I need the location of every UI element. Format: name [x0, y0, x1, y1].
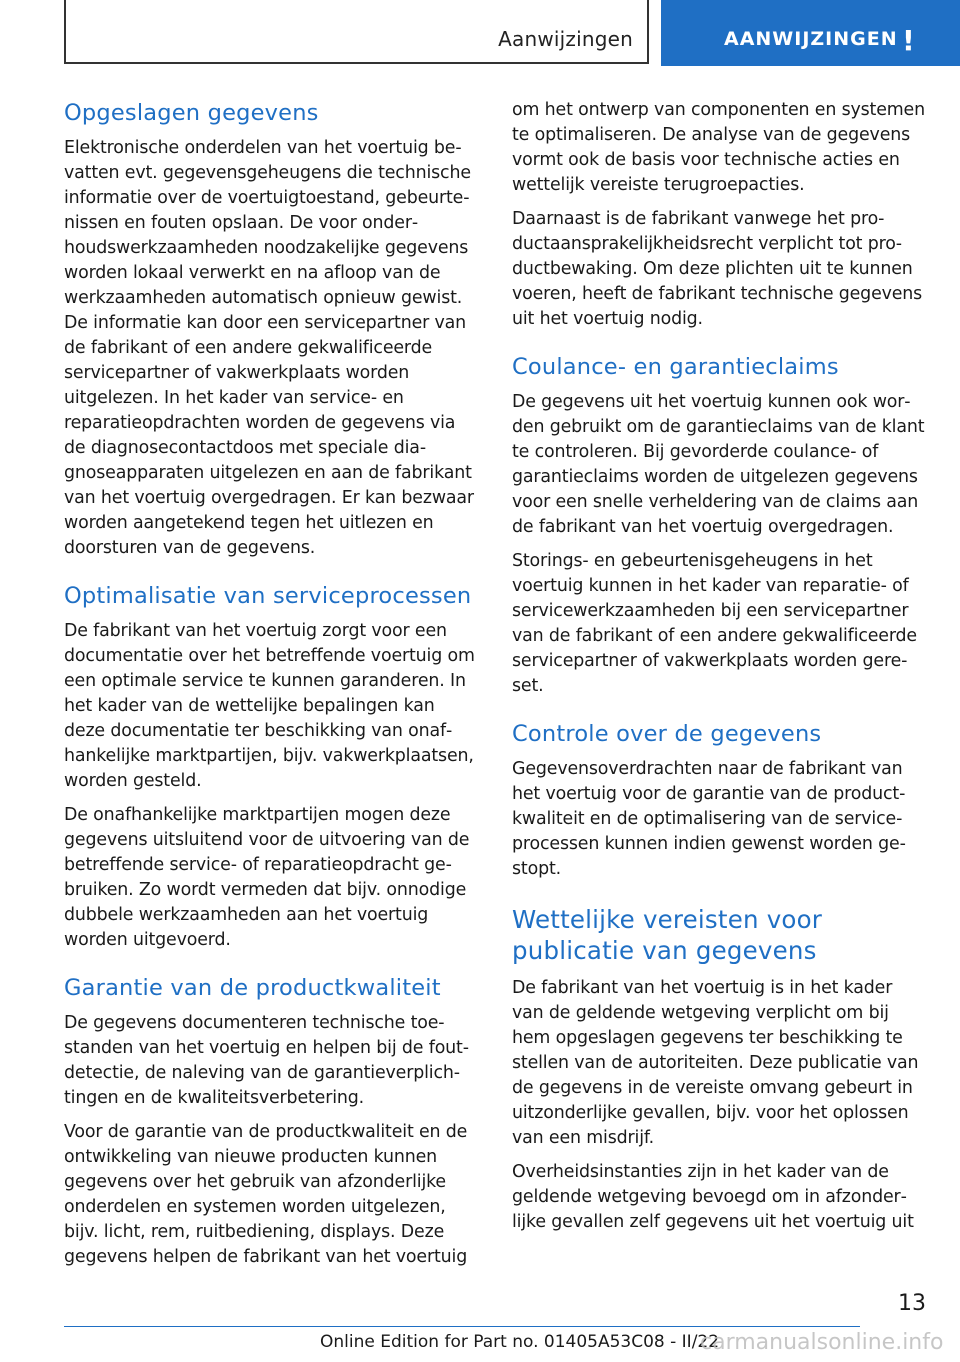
running-header-title: Aanwijzingen	[498, 27, 633, 51]
edition-footer: Online Edition for Part no. 01405A53C08 - II/22	[320, 1332, 720, 1352]
paragraph: Storings- en gebeurtenisgeheugens in het voertuig kunnen in het kader van reparatie- of servicewerkzaamheden bij een servicepartner van de fabrikant of een andere gekwalificeerde servicepartner of vakwerkplaats worden gereset.	[512, 551, 917, 696]
section-title-opgeslagen-gegevens: Opgeslagen gegevens	[64, 100, 319, 126]
paragraph: De onafhankelijke marktpartijen mogen deze gegevens uitsluitend voor de uitvoering van de betreffende service- of reparatieopdracht gebruiken. Zo wordt vermeden dat bijv. onnodige dubbele werkzaamheden aan het voertuig worden uitgevoerd.	[64, 805, 470, 950]
section-title-wettelijke-vereisten: Wettelijke vereisten voor publicatie van gegevens	[512, 905, 823, 965]
paragraph: Overheidsinstanties zijn in het kader van de geldende wetgeving bevoegd om in afzonderlijke gevallen zelf gegevens uit het voertuig uit	[512, 1162, 914, 1232]
paragraph: Gegevensoverdrachten naar de fabrikant van het voertuig voor de garantie van de productkwaliteit en de optimalisering van de serviceprocessen kunnen indien gewenst worden gestopt.	[512, 759, 906, 879]
chapter-tab-label: AANWIJZINGEN	[724, 28, 898, 50]
left-column	[64, 98, 480, 1279]
paragraph: De fabrikant van het voertuig is in het kader van de geldende wetgeving verplicht om bij hem opgeslagen gegevens ter beschikking te stellen van de autoriteiten. Deze publicatie van de gegevens in de vereiste omvang gebeurt in uitzonderlijke gevallen, bijv. voor het oplossen van een misdrijf.	[512, 978, 919, 1148]
watermark: carmanualsonline.info	[700, 1330, 944, 1355]
section-title-controle-gegevens: Controle over de gegevens	[512, 721, 822, 747]
section-title-optimalisatie: Optimalisatie van serviceprocessen	[64, 583, 472, 609]
running-header-box	[64, 0, 649, 64]
paragraph: om het ontwerp van componenten en systemen te optimaliseren. De analyse van de gegevens vormt ook de basis voor technische acties en wettelijk vereiste terugroepacties.	[512, 100, 925, 195]
exclamation-icon: !	[902, 24, 915, 57]
chapter-tab	[661, 0, 960, 66]
paragraph: De fabrikant van het voertuig zorgt voor een documentatie over het betreffende voertuig om een optimale service te kunnen garanderen. In het kader van de wettelijke bepalingen kan deze documentatie ter beschikking van onafhankelijke marktpartijen, bijv. vakwerkplaatsen, worden gesteld.	[64, 621, 475, 791]
page-number: 13	[898, 1291, 926, 1316]
paragraph: De gegevens documenteren technische toestanden van het voertuig en helpen bij de foutdetectie, de naleving van de garantieverplichtingen en de kwaliteitsverbetering.	[64, 1013, 470, 1108]
footer-divider	[64, 1326, 860, 1327]
paragraph: De gegevens uit het voertuig kunnen ook worden gebruikt om de garantieclaims van de klant te controleren. Bij gevorderde coulance- of garantieclaims worden de uitgelezen gegevens voor een snelle verheldering van de claims aan de fabrikant van het voertuig overgedragen.	[512, 392, 925, 537]
section-title-garantie-productkwaliteit: Garantie van de productkwaliteit	[64, 975, 441, 1001]
paragraph: Voor de garantie van de productkwaliteit en de ontwikkeling van nieuwe producten kunnen gegevens over het gebruik van afzonderlijke onderdelen en systemen worden uitgelezen, bijv. licht, rem, ruitbediening, displays. Deze gegevens helpen de fabrikant van het voertuig	[64, 1122, 468, 1267]
paragraph: Elektronische onderdelen van het voertuig bevatten evt. gegevensgeheugens die technische informatie over de voertuigtoestand, gebeurtenissen en fouten opslaan. De voor onderhoudswerkzaamheden noodzakelijke gegevens worden lokaal verwerkt en na afloop van de werkzaamheden automatisch opnieuw gewist. De informatie kan door een servicepartner van de fabrikant of een andere gekwalificeerde servicepartner of vakwerkplaats worden uitgelezen. In het kader van service- en reparatieopdrachten worden de gegevens via de diagnosecontactdoos met speciale diagnoseapparaten uitgelezen en aan de fabrikant van het voertuig overgedragen. Er kan bezwaar worden aangetekend tegen het uitlezen en doorsturen van de gegevens.	[64, 138, 474, 558]
paragraph: Daarnaast is de fabrikant vanwege het productaansprakelijkheidsrecht verplicht tot productbewaking. Om deze plichten uit te kunnen voeren, heeft de fabrikant technische gegevens uit het voertuig nodig.	[512, 209, 923, 329]
right-column	[512, 98, 928, 1244]
section-title-coulance-garantieclaims: Coulance- en garantieclaims	[512, 354, 839, 380]
